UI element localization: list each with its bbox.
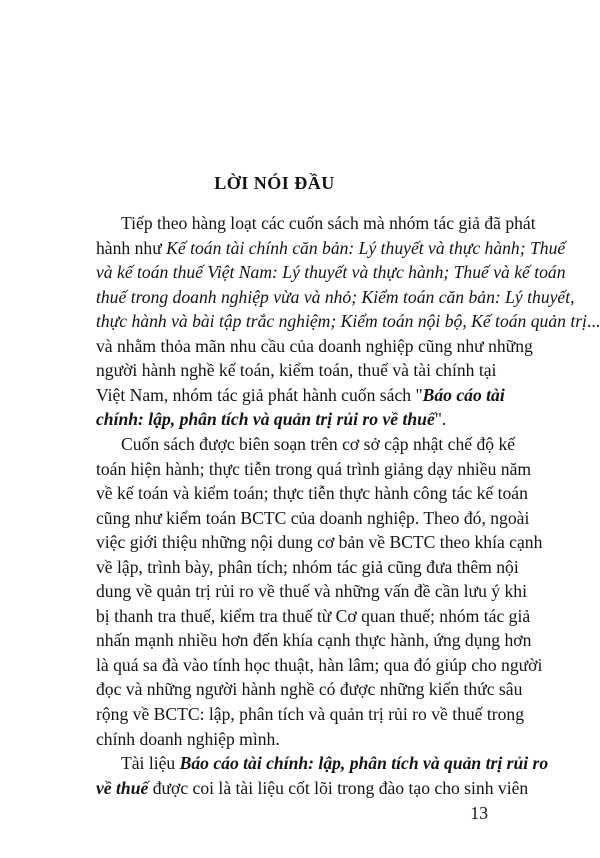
text-line: [96, 383, 505, 407]
text-line: [96, 260, 566, 284]
text-run: chính: lập, phân tích và quản trị rủi ro về thuế: [96, 409, 435, 430]
text-run: Tiếp theo hàng loạt các cuốn sách mà nhóm tác giả đã phát: [121, 213, 536, 233]
text-line: [121, 211, 536, 235]
text-run: thuế trong doanh nghiệp vừa và nhỏ; Kiểm toán căn bản: Lý thuyết,: [96, 286, 575, 307]
page-heading: LỜI NÓI ĐẦU: [214, 173, 335, 193]
text-run: Kế toán tài chính căn bản: Lý thuyết và thực hành; Thuế: [166, 237, 566, 258]
page-number: 13: [470, 803, 488, 823]
text-run: toán hiện hành; thực tiễn trong quá trình giảng dạy nhiều năm: [96, 458, 532, 479]
text-run: đọc và những người hành nghề có được những kiến thức sâu: [96, 679, 523, 700]
text-line: [96, 457, 532, 481]
text-run: về lập, trình bày, phân tích; nhóm tác giả cũng đưa thêm nội: [96, 556, 519, 577]
text-line: [96, 285, 575, 309]
text-run: rộng về BCTC: lập, phân tích và quản trị rủi ro về thuế trong: [96, 704, 525, 724]
text-line: [96, 677, 523, 701]
text-run: hành như: [96, 237, 167, 258]
text-line: [96, 530, 543, 554]
text-line: [96, 358, 497, 382]
text-line: [96, 506, 530, 530]
text-line: [96, 702, 525, 726]
text-run: và nhằm thỏa mãn nhu cầu của doanh nghiệp cũng như những: [96, 335, 533, 356]
text-run: về thuế: [96, 777, 149, 798]
text-line: [96, 481, 528, 505]
text-line: [121, 432, 516, 456]
text-line: [96, 236, 566, 260]
text-run: bị thanh tra thuế, kiểm tra thuế từ Cơ quan thuế; nhóm tác giả: [96, 605, 531, 626]
text-line: [96, 309, 600, 333]
text-run: thực hành và bài tập trắc nghiệm; Kiểm toán nội bộ, Kế toán quản trị: [96, 311, 587, 332]
text-run: được coi là tài liệu cốt lõi trong đào tạo cho sinh viên: [148, 777, 529, 798]
text-run: Cuốn sách được biên soạn trên cơ sở cập nhật chế độ kế: [121, 433, 516, 454]
text-run: Tài liệu: [121, 753, 180, 774]
text-line: [96, 555, 519, 579]
text-run: Báo cáo tài chính: lập, phân tích và quản trị rủi ro: [179, 753, 549, 774]
text-run: dung về quản trị rủi ro về thuế và những vấn đề cần lưu ý khi: [96, 581, 527, 602]
text-run: ...: [586, 311, 600, 332]
text-line: [121, 751, 549, 775]
text-line: [96, 334, 533, 358]
text-run: người hành nghề kế toán, kiểm toán, thuế và tài chính tại: [96, 360, 497, 381]
text-line: [96, 628, 532, 652]
text-run: về kế toán và kiểm toán; thực tiễn thực hành công tác kế toán: [96, 483, 528, 504]
text-run: Việt Nam, nhóm tác giả phát hành cuốn sách ": [96, 384, 423, 405]
text-run: cũng như kiểm toán BCTC của doanh nghiệp. Theo đó, ngoài: [96, 507, 530, 528]
text-run: ".: [434, 409, 447, 430]
text-line: [96, 604, 531, 628]
text-line: [96, 776, 529, 800]
text-run: là quá sa đà vào tính học thuật, hàn lâm; qua đó giúp cho người: [96, 654, 543, 675]
text-run: và kế toán thuế Việt Nam: Lý thuyết và thực hành; Thuế và kế toán: [96, 262, 566, 283]
text-line: [96, 727, 484, 751]
text-line: [96, 407, 484, 431]
text-line: [96, 579, 527, 603]
text-run: chính doanh nghiệp mình.: [96, 728, 280, 749]
text-run: việc giới thiệu những nội dung cơ bản về BCTC theo khía cạnh: [96, 532, 543, 553]
text-run: Báo cáo tài: [422, 384, 505, 405]
text-line: [96, 653, 543, 677]
text-run: nhấn mạnh nhiều hơn đến khía cạnh thực hành, ứng dụng hơn: [96, 630, 532, 651]
